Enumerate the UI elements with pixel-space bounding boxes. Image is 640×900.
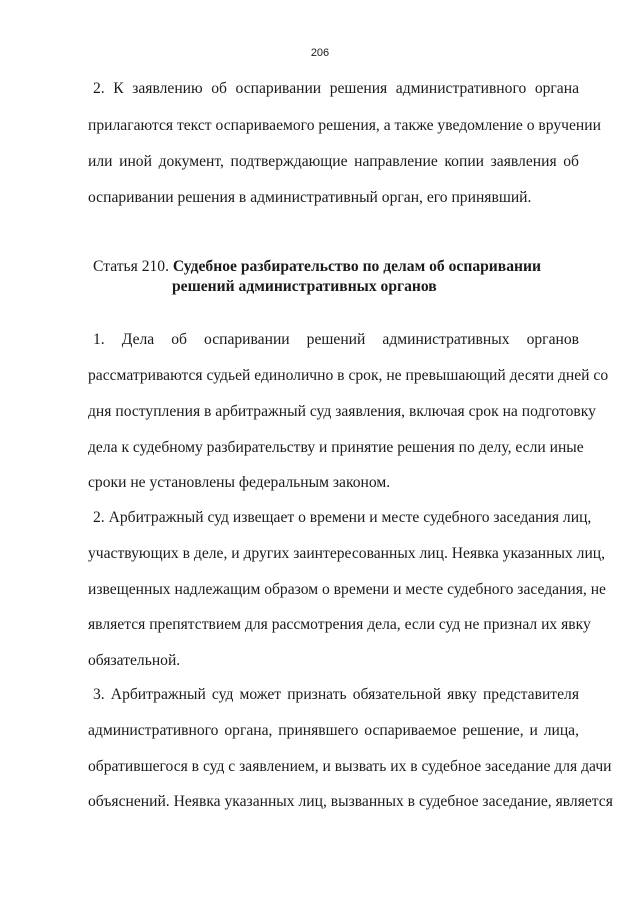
article-title-cont: решений административных органов xyxy=(172,278,437,295)
paragraph-line: или иной документ, подтверждающие направление копии заявления об xyxy=(88,153,579,170)
paragraph-line: сроки не установлены федеральным законом. xyxy=(88,474,391,491)
article-heading-cont xyxy=(172,277,640,297)
article-title: Судебное разбирательство по делам об оспаривании xyxy=(172,258,541,275)
paragraph-line: прилагаются текст оспариваемого решения, а также уведомление о вручении xyxy=(88,117,601,134)
paragraph-line: участвующих в деле, и других заинтересованных лиц. Неявка указанных лиц, xyxy=(88,545,606,562)
paragraph-line: рассматриваются судьей единолично в срок, не превышающий десяти дней со xyxy=(88,367,609,384)
paragraph-line: 2. К заявлению об оспаривании решения административного органа xyxy=(93,80,579,97)
page-number: 206 xyxy=(310,47,330,59)
article-number: Статья 210. xyxy=(93,258,170,275)
paragraph-line: объяснений. Неявка указанных лиц, вызванных в судебное заседание, является xyxy=(88,793,613,810)
paragraph-line: обязательной. xyxy=(88,652,181,669)
paragraph-line: административного органа, принявшего оспариваемое решение, и лица, xyxy=(88,722,579,739)
paragraph-line: 2. Арбитражный суд извещает о времени и месте судебного заседания лиц, xyxy=(93,509,592,526)
paragraph-line: извещенных надлежащим образом о времени и месте судебного заседания, не xyxy=(88,581,606,598)
paragraph-line: оспаривании решения в административный орган, его принявший. xyxy=(88,189,532,206)
paragraph-line: является препятствием для рассмотрения дела, если суд не признал их явку xyxy=(88,616,591,633)
paragraph-line: 3. Арбитражный суд может признать обязательной явку представителя xyxy=(93,686,579,703)
paragraph-line: 1. Дела об оспаривании решений административных органов xyxy=(93,331,579,348)
paragraph-line: дня поступления в арбитражный суд заявления, включая срок на подготовку xyxy=(88,403,596,420)
article-heading xyxy=(93,257,584,277)
paragraph-line: обратившегося в суд с заявлением, и вызвать их в судебное заседание для дачи xyxy=(88,758,612,775)
paragraph-line: дела к судебному разбирательству и принятие решения по делу, если иные xyxy=(88,439,584,456)
